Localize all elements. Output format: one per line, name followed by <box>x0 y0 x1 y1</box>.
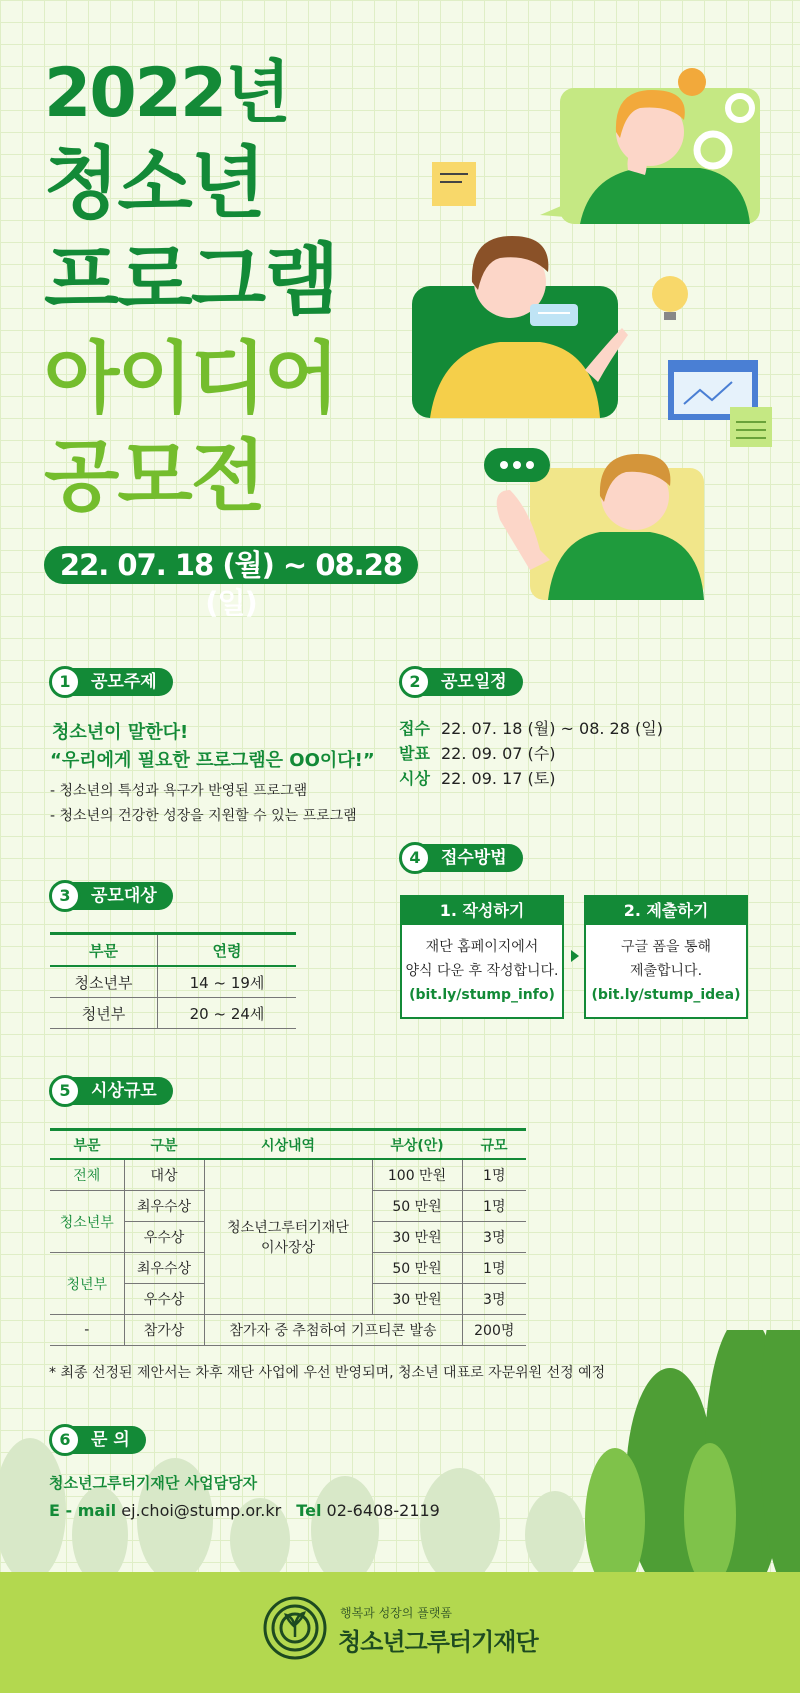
email-link[interactable]: ej.choi@stump.or.kr <box>121 1501 282 1520</box>
lightbulb-icon <box>652 276 688 312</box>
info-link[interactable]: (bit.ly/stump_info) <box>409 987 555 1003</box>
table-row: 전체 대상 청소년그루터기재단 이사장상 100 만원 1명 <box>50 1159 526 1191</box>
awards-note: * 최종 선정된 제안서는 차후 재단 사업에 우선 반영되며, 청소년 대표로 자문위원 선정 예정 <box>49 1365 606 1381</box>
trees-illustration <box>0 1330 800 1580</box>
section-badge-eligibility: 3 공모대상 <box>49 882 173 910</box>
schedule-key: 발표 <box>399 744 430 763</box>
submission-step-submit: 2. 제출하기 구글 폼을 통해 제출합니다. (bit.ly/stump_idea) <box>584 895 748 1019</box>
table-header: 부상(안) <box>372 1130 462 1160</box>
table-header: 구분 <box>124 1130 204 1160</box>
table-row: 우수상 30 만원 3명 <box>50 1222 526 1253</box>
section-badge-theme: 1 공모주제 <box>49 668 173 696</box>
table-row: 청년부 20 ~ 24세 <box>50 998 296 1029</box>
table-row: 우수상 30 만원 3명 <box>50 1284 526 1315</box>
eligibility-table <box>50 932 296 1029</box>
contact-title: 청소년그루터기재단 사업담당자 <box>49 1474 258 1492</box>
table-row: 청년부 최우수상 50 만원 1명 <box>50 1253 526 1284</box>
section-badge-schedule: 2 공모일정 <box>399 668 523 696</box>
table-header: 연령 <box>158 934 296 967</box>
date-range-pill: 22. 07. 18 (월) ~ 08.28 (일) <box>44 546 418 584</box>
section-badge-contact: 6 문 의 <box>49 1426 146 1454</box>
footer-org-name: 청소년그루터기재단 <box>338 1628 538 1656</box>
title-year: 2022년 <box>44 54 289 133</box>
table-row: 청소년부 14 ~ 19세 <box>50 966 296 998</box>
submit-link[interactable]: (bit.ly/stump_idea) <box>591 987 741 1003</box>
schedule-value: 22. 09. 07 (수) <box>441 744 556 763</box>
table-header: 시상내역 <box>204 1130 372 1160</box>
tel-number: 02-6408-2119 <box>326 1501 440 1520</box>
document-icon <box>730 407 772 447</box>
table-header: 부문 <box>50 934 158 967</box>
title-line-program: 프로그램 <box>44 236 338 326</box>
foundation-logo-icon <box>262 1595 328 1661</box>
award-title-cell: 청소년그루터기재단 이사장상 <box>204 1159 372 1315</box>
schedule-key: 접수 <box>399 719 430 738</box>
footer-tagline: 행복과 성장의 플랫폼 <box>340 1606 452 1620</box>
title-line-idea: 아이디어 <box>44 334 338 424</box>
awards-table <box>50 1128 526 1346</box>
table-row: 청소년부 최우수상 50 만원 1명 <box>50 1191 526 1222</box>
sticky-note-icon <box>432 162 476 206</box>
submission-step-write: 1. 작성하기 재단 홈페이지에서 양식 다운 후 작성합니다. (bit.ly/stump_info) <box>400 895 564 1019</box>
chat-bubble-icon <box>530 304 578 326</box>
section-badge-submission: 4 접수방법 <box>399 844 523 872</box>
theme-headline-2: “우리에게 필요한 프로그램은 OO이다!” <box>50 750 375 771</box>
theme-headline-1: 청소년이 말한다! <box>52 722 189 743</box>
people-illustration <box>400 50 780 610</box>
table-header: 규모 <box>462 1130 526 1160</box>
arrow-right-icon <box>571 950 579 962</box>
schedule-key: 시상 <box>399 769 430 788</box>
table-row: - 참가상 참가자 중 추첨하여 기프티콘 발송 200명 <box>50 1315 526 1346</box>
schedule-value: 22. 07. 18 (월) ~ 08. 28 (일) <box>441 719 663 738</box>
theme-bullet: - 청소년의 건강한 성장을 지원할 수 있는 프로그램 <box>50 808 357 824</box>
table-header: 부문 <box>50 1130 124 1160</box>
contact-line: E - mail ej.choi@stump.or.kr Tel 02-6408-2119 <box>49 1501 440 1520</box>
schedule-value: 22. 09. 17 (토) <box>441 769 556 788</box>
title-line-youth: 청소년 <box>44 139 265 229</box>
section-badge-awards: 5 시상규모 <box>49 1077 173 1105</box>
theme-bullet: - 청소년의 특성과 욕구가 반영된 프로그램 <box>50 783 308 799</box>
title-line-contest: 공모전 <box>44 432 265 522</box>
